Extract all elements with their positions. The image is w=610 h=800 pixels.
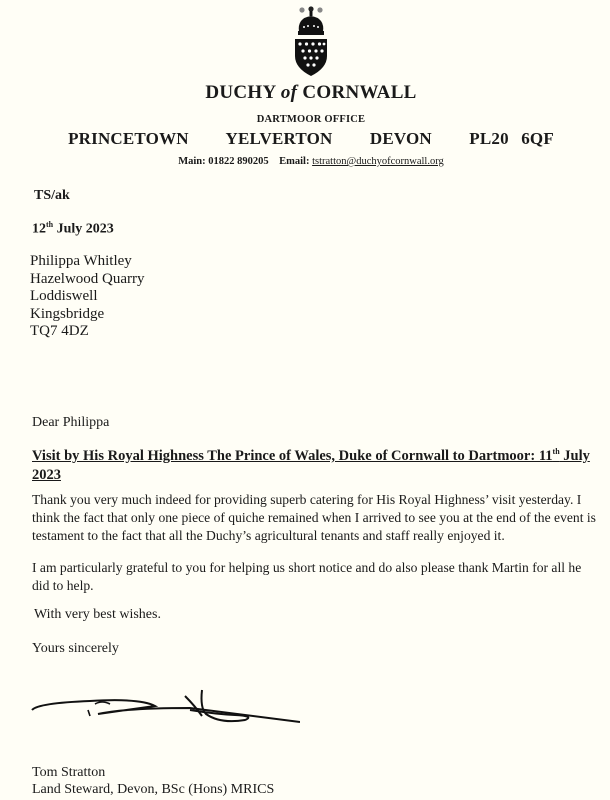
- reference: TS/ak: [34, 188, 70, 203]
- recipient-line: Kingsbridge: [30, 305, 105, 322]
- organization-name: [0, 82, 610, 104]
- signer-title: Land Steward, Devon, BSc (Hons) MRICS: [32, 782, 275, 797]
- email-label: Email:: [279, 156, 310, 167]
- subject-suffix: th: [552, 447, 560, 456]
- date-day: 12: [32, 221, 46, 237]
- phone-label: Main:: [178, 156, 206, 167]
- subject-main: Visit by His Royal Highness The Prince of Wales, Duke of Cornwall to Dartmoor: 11: [32, 447, 553, 464]
- org-name-duchy: DUCHY: [205, 82, 281, 103]
- subject-end: July 2023: [32, 447, 590, 483]
- recipient-line: Philippa Whitley: [30, 253, 132, 269]
- recipient-line: TQ7 4DZ: [30, 323, 89, 339]
- duchy-crest-icon: [289, 6, 333, 76]
- contact-line: [0, 156, 610, 167]
- signer-name: Tom Stratton: [32, 765, 106, 780]
- phone-number: 01822 890205: [208, 156, 269, 167]
- recipient-line: Hazelwood Quarry: [30, 270, 145, 287]
- org-name-cornwall: CORNWALL: [297, 82, 417, 103]
- subject-line: [32, 442, 592, 485]
- body-paragraph: I am particularly grateful to you for helping us short notice and do also please thank Martin for all he did to help.: [32, 560, 582, 593]
- closing-wishes: With very best wishes.: [34, 607, 161, 622]
- office-address: PRINCETOWN YELVERTON DEVON PL20 6QF: [68, 129, 554, 148]
- recipient-address: [30, 253, 145, 341]
- recipient-line: Loddiswell: [30, 288, 98, 304]
- closing: Yours sincerely: [32, 641, 119, 656]
- office-name: DARTMOOR OFFICE: [256, 114, 366, 125]
- org-name-of: of: [280, 82, 298, 103]
- signature-icon: [30, 688, 300, 733]
- email-link[interactable]: tstratton@duchyofcornwall.org: [312, 156, 444, 167]
- date-suffix: th: [46, 220, 54, 229]
- salutation: Dear Philippa: [32, 415, 110, 430]
- date-rest: July 2023: [53, 221, 114, 237]
- body-paragraph: Thank you very much indeed for providing superb catering for His Royal Highness’ visit yesterday. I think the fact that only one piece of quiche remained when I arrived to see you at the end of the event is testament to the fact that all the Duchy’s agricultural tenants and staff really enjoyed it.: [32, 492, 596, 543]
- letter-date: [32, 220, 114, 238]
